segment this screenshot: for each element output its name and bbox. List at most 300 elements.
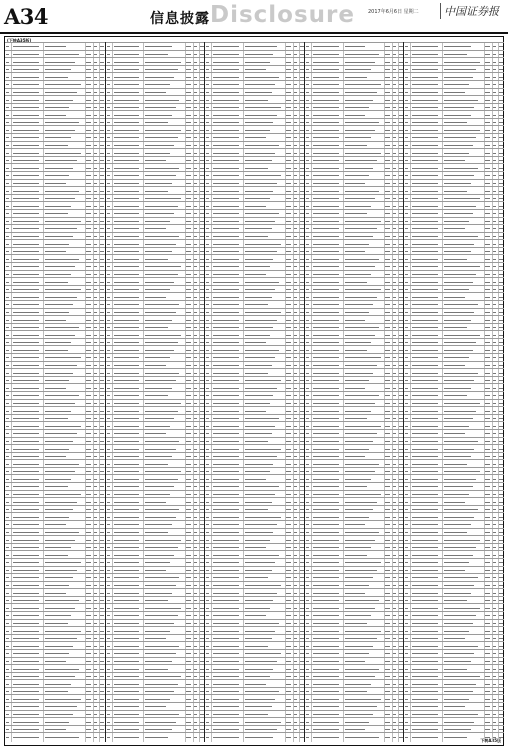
cell-text bbox=[313, 464, 339, 465]
cell-text bbox=[412, 228, 438, 229]
cell-text bbox=[385, 494, 390, 495]
cell-text bbox=[444, 547, 476, 548]
cell-text bbox=[345, 486, 368, 487]
cell-text bbox=[245, 373, 268, 374]
cell-text bbox=[107, 198, 110, 199]
cell-text bbox=[286, 137, 291, 138]
cell-text bbox=[94, 661, 97, 662]
cell-text bbox=[86, 449, 91, 450]
cell-text bbox=[86, 661, 91, 662]
cell-text bbox=[194, 107, 197, 108]
cell-text bbox=[94, 577, 97, 578]
cell-text bbox=[499, 593, 503, 594]
cell-text bbox=[145, 327, 168, 328]
cell-text bbox=[313, 585, 339, 586]
cell-text bbox=[86, 585, 91, 586]
cell-text bbox=[393, 570, 396, 571]
cell-text bbox=[45, 137, 71, 138]
cell-text bbox=[313, 54, 339, 55]
cell-text bbox=[306, 183, 309, 184]
cell-text bbox=[405, 540, 408, 541]
cell-text bbox=[145, 350, 173, 351]
cell-text bbox=[485, 479, 490, 480]
cell-text bbox=[345, 418, 368, 419]
cell-text bbox=[13, 62, 39, 63]
cell-text bbox=[306, 532, 309, 533]
cell-text bbox=[286, 403, 291, 404]
cell-text bbox=[145, 684, 177, 685]
cell-text bbox=[114, 350, 140, 351]
cell-text bbox=[86, 426, 91, 427]
cell-text bbox=[385, 62, 390, 63]
cell-text bbox=[294, 266, 297, 267]
cell-text bbox=[86, 350, 91, 351]
cell-text bbox=[294, 706, 297, 707]
cell-text bbox=[444, 737, 467, 738]
cell-text bbox=[107, 729, 110, 730]
cell-text bbox=[286, 646, 291, 647]
cell-text bbox=[345, 691, 368, 692]
cell-text bbox=[186, 486, 191, 487]
cell-text bbox=[94, 623, 97, 624]
cell-text bbox=[385, 228, 390, 229]
cell-text bbox=[306, 259, 309, 260]
cell-text bbox=[485, 524, 490, 525]
cell-text bbox=[485, 395, 490, 396]
cell-text bbox=[94, 585, 97, 586]
cell-text bbox=[499, 221, 503, 222]
cell-text bbox=[145, 388, 171, 389]
cell-text bbox=[412, 464, 438, 465]
cell-text bbox=[94, 555, 97, 556]
cell-text bbox=[444, 676, 480, 677]
cell-text bbox=[493, 274, 496, 275]
cell-text bbox=[100, 509, 104, 510]
cell-text bbox=[100, 365, 104, 366]
cell-text bbox=[412, 653, 438, 654]
cell-text bbox=[114, 653, 140, 654]
cell-text bbox=[186, 638, 191, 639]
cell-text bbox=[186, 593, 191, 594]
cell-text bbox=[186, 562, 191, 563]
cell-text bbox=[45, 676, 75, 677]
cell-text bbox=[444, 403, 480, 404]
cell-text bbox=[245, 509, 268, 510]
cell-text bbox=[6, 335, 9, 336]
cell-text bbox=[245, 115, 277, 116]
cell-text bbox=[286, 600, 291, 601]
cell-text bbox=[100, 714, 104, 715]
cell-text bbox=[385, 342, 390, 343]
cell-text bbox=[145, 259, 168, 260]
cell-text bbox=[13, 304, 39, 305]
cell-text bbox=[294, 699, 297, 700]
cell-text bbox=[345, 373, 373, 374]
cell-text bbox=[45, 714, 73, 715]
cell-text bbox=[485, 46, 490, 47]
cell-text bbox=[194, 517, 197, 518]
cell-text bbox=[294, 92, 297, 93]
cell-text bbox=[385, 669, 390, 670]
cell-text bbox=[86, 46, 91, 47]
cell-text bbox=[245, 418, 279, 419]
cell-text bbox=[294, 130, 297, 131]
cell-text bbox=[345, 228, 377, 229]
cell-text bbox=[493, 691, 496, 692]
cell-text bbox=[245, 335, 270, 336]
cell-text bbox=[444, 282, 472, 283]
cell-text bbox=[194, 486, 197, 487]
cell-text bbox=[45, 304, 73, 305]
cell-text bbox=[306, 669, 309, 670]
cell-text bbox=[405, 335, 408, 336]
cell-text bbox=[405, 562, 408, 563]
cell-text bbox=[393, 661, 396, 662]
cell-text bbox=[107, 509, 110, 510]
cell-text bbox=[114, 100, 140, 101]
cell-text bbox=[345, 168, 373, 169]
cell-text bbox=[145, 221, 170, 222]
cell-text bbox=[6, 213, 9, 214]
cell-text bbox=[206, 418, 209, 419]
cell-text bbox=[286, 145, 291, 146]
cell-text bbox=[385, 562, 390, 563]
cell-text bbox=[313, 502, 339, 503]
cell-text bbox=[194, 137, 197, 138]
cell-text bbox=[45, 509, 73, 510]
cell-text bbox=[213, 684, 239, 685]
cell-text bbox=[485, 54, 490, 55]
cell-text bbox=[412, 555, 438, 556]
cell-text bbox=[145, 653, 175, 654]
cell-text bbox=[114, 69, 140, 70]
cell-text bbox=[6, 122, 9, 123]
cell-text bbox=[405, 502, 408, 503]
cell-text bbox=[306, 92, 309, 93]
cell-text bbox=[286, 388, 291, 389]
cell-text bbox=[6, 228, 9, 229]
cell-text bbox=[100, 304, 104, 305]
cell-text bbox=[6, 357, 9, 358]
cell-text bbox=[313, 547, 339, 548]
cell-text bbox=[493, 547, 496, 548]
cell-text bbox=[385, 297, 390, 298]
cell-text bbox=[444, 100, 478, 101]
cell-text bbox=[107, 183, 110, 184]
cell-text bbox=[345, 646, 373, 647]
cell-text bbox=[213, 350, 239, 351]
cell-text bbox=[245, 502, 271, 503]
cell-text bbox=[206, 244, 209, 245]
cell-text bbox=[94, 320, 97, 321]
cell-text bbox=[306, 395, 309, 396]
cell-text bbox=[145, 593, 171, 594]
cell-text bbox=[213, 555, 239, 556]
cell-text bbox=[444, 418, 472, 419]
cell-text bbox=[45, 342, 71, 343]
cell-text bbox=[94, 570, 97, 571]
cell-text bbox=[94, 46, 97, 47]
cell-text bbox=[485, 691, 490, 692]
cell-text bbox=[444, 449, 474, 450]
cell-text bbox=[412, 562, 438, 563]
cell-text bbox=[194, 168, 197, 169]
cell-text bbox=[499, 282, 503, 283]
cell-text bbox=[194, 585, 197, 586]
cell-text bbox=[186, 365, 191, 366]
cell-text bbox=[306, 471, 309, 472]
cell-text bbox=[499, 540, 503, 541]
cell-text bbox=[313, 449, 339, 450]
cell-text bbox=[405, 486, 408, 487]
cell-text bbox=[94, 228, 97, 229]
cell-text bbox=[13, 206, 39, 207]
cell-text bbox=[94, 722, 97, 723]
cell-text bbox=[393, 418, 396, 419]
cell-text bbox=[405, 365, 408, 366]
cell-text bbox=[493, 289, 496, 290]
cell-text bbox=[294, 532, 297, 533]
cell-text bbox=[294, 600, 297, 601]
cell-text bbox=[245, 107, 281, 108]
cell-text bbox=[405, 623, 408, 624]
cell-text bbox=[45, 259, 79, 260]
cell-text bbox=[114, 494, 140, 495]
cell-text bbox=[485, 737, 490, 738]
cell-text bbox=[444, 312, 474, 313]
cell-text bbox=[186, 524, 191, 525]
cell-text bbox=[186, 274, 191, 275]
cell-text bbox=[499, 69, 503, 70]
cell-text bbox=[405, 722, 408, 723]
cell-text bbox=[493, 221, 496, 222]
cell-text bbox=[6, 411, 9, 412]
cell-text bbox=[86, 100, 91, 101]
cell-text bbox=[286, 502, 291, 503]
cell-text bbox=[86, 706, 91, 707]
cell-text bbox=[186, 441, 191, 442]
cell-text bbox=[385, 699, 390, 700]
cell-text bbox=[213, 297, 239, 298]
cell-text bbox=[393, 335, 396, 336]
cell-text bbox=[245, 464, 273, 465]
cell-text bbox=[294, 388, 297, 389]
cell-text bbox=[313, 570, 339, 571]
cell-text bbox=[393, 615, 396, 616]
cell-text bbox=[206, 153, 209, 154]
cell-text bbox=[306, 100, 309, 101]
cell-text bbox=[313, 312, 339, 313]
cell-text bbox=[306, 77, 309, 78]
cell-text bbox=[94, 737, 97, 738]
cell-text bbox=[94, 77, 97, 78]
cell-text bbox=[213, 365, 239, 366]
cell-text bbox=[13, 714, 39, 715]
cell-text bbox=[485, 547, 490, 548]
cell-text bbox=[94, 669, 97, 670]
cell-text bbox=[493, 115, 496, 116]
cell-text bbox=[444, 259, 467, 260]
cell-text bbox=[145, 380, 175, 381]
cell-text bbox=[114, 54, 140, 55]
cell-text bbox=[245, 54, 273, 55]
cell-text bbox=[145, 357, 170, 358]
cell-text bbox=[286, 289, 291, 290]
cell-text bbox=[499, 433, 503, 434]
cell-text bbox=[213, 669, 239, 670]
cell-text bbox=[114, 638, 140, 639]
cell-text bbox=[100, 342, 104, 343]
cell-text bbox=[194, 623, 197, 624]
cell-text bbox=[194, 570, 197, 571]
cell-text bbox=[6, 251, 9, 252]
cell-text bbox=[294, 661, 297, 662]
cell-text bbox=[186, 418, 191, 419]
cell-text bbox=[100, 320, 104, 321]
cell-text bbox=[114, 274, 140, 275]
cell-text bbox=[213, 593, 239, 594]
cell-text bbox=[294, 737, 297, 738]
cell-text bbox=[86, 236, 91, 237]
cell-text bbox=[114, 540, 140, 541]
cell-text bbox=[145, 403, 181, 404]
cell-text bbox=[13, 380, 39, 381]
cell-text bbox=[13, 183, 39, 184]
cell-text bbox=[345, 297, 377, 298]
cell-text bbox=[45, 456, 66, 457]
cell-text bbox=[493, 342, 496, 343]
cell-text bbox=[45, 426, 81, 427]
cell-text bbox=[393, 722, 396, 723]
cell-text bbox=[385, 509, 390, 510]
cell-text bbox=[286, 577, 291, 578]
cell-text bbox=[485, 471, 490, 472]
cell-text bbox=[385, 365, 390, 366]
cell-text bbox=[306, 289, 309, 290]
cell-text bbox=[345, 524, 366, 525]
cell-text bbox=[444, 77, 472, 78]
cell-text bbox=[213, 449, 239, 450]
cell-text bbox=[100, 691, 104, 692]
cell-text bbox=[13, 213, 39, 214]
cell-text bbox=[412, 532, 438, 533]
cell-text bbox=[206, 350, 209, 351]
cell-text bbox=[444, 137, 476, 138]
cell-text bbox=[405, 691, 408, 692]
cell-text bbox=[186, 251, 191, 252]
cell-text bbox=[6, 327, 9, 328]
cell-text bbox=[6, 714, 9, 715]
cell-text bbox=[444, 168, 478, 169]
cell-text bbox=[286, 198, 291, 199]
cell-text bbox=[493, 320, 496, 321]
cell-text bbox=[313, 395, 339, 396]
cell-text bbox=[213, 183, 239, 184]
cell-text bbox=[45, 350, 68, 351]
cell-text bbox=[107, 547, 110, 548]
cell-text bbox=[94, 137, 97, 138]
cell-text bbox=[405, 411, 408, 412]
cell-text bbox=[245, 122, 273, 123]
cell-text bbox=[385, 84, 390, 85]
cell-text bbox=[245, 191, 273, 192]
cell-text bbox=[405, 426, 408, 427]
cell-text bbox=[306, 699, 309, 700]
cell-text bbox=[294, 494, 297, 495]
cell-text bbox=[107, 433, 110, 434]
cell-text bbox=[393, 206, 396, 207]
cell-text bbox=[6, 206, 9, 207]
cell-text bbox=[245, 312, 281, 313]
cell-text bbox=[286, 540, 291, 541]
cell-text bbox=[345, 540, 375, 541]
cell-text bbox=[86, 160, 91, 161]
cell-text bbox=[499, 92, 503, 93]
cell-text bbox=[313, 699, 339, 700]
cell-text bbox=[100, 593, 104, 594]
cell-text bbox=[493, 532, 496, 533]
cell-text bbox=[286, 494, 291, 495]
cell-text bbox=[345, 380, 370, 381]
cell-text bbox=[412, 615, 438, 616]
cell-text bbox=[286, 312, 291, 313]
cell-text bbox=[393, 729, 396, 730]
cell-text bbox=[345, 388, 366, 389]
cell-text bbox=[405, 388, 408, 389]
cell-text bbox=[145, 183, 171, 184]
cell-text bbox=[294, 509, 297, 510]
cell-text bbox=[194, 638, 197, 639]
cell-text bbox=[444, 699, 469, 700]
cell-text bbox=[206, 562, 209, 563]
cell-text bbox=[145, 153, 170, 154]
cell-text bbox=[6, 259, 9, 260]
cell-text bbox=[186, 137, 191, 138]
cell-text bbox=[499, 320, 503, 321]
cell-text bbox=[194, 737, 197, 738]
cell-text bbox=[493, 441, 496, 442]
cell-text bbox=[94, 236, 97, 237]
cell-text bbox=[485, 593, 490, 594]
cell-text bbox=[13, 524, 39, 525]
cell-text bbox=[444, 638, 465, 639]
cell-text bbox=[114, 244, 140, 245]
cell-text bbox=[145, 54, 168, 55]
cell-text bbox=[286, 274, 291, 275]
cell-text bbox=[345, 479, 371, 480]
cell-text bbox=[499, 615, 503, 616]
cell-text bbox=[213, 137, 239, 138]
cell-text bbox=[493, 426, 496, 427]
cell-text bbox=[114, 342, 140, 343]
cell-text bbox=[294, 327, 297, 328]
cell-text bbox=[345, 600, 379, 601]
cell-text bbox=[286, 84, 291, 85]
cell-text bbox=[405, 555, 408, 556]
cell-text bbox=[412, 289, 438, 290]
cell-text bbox=[245, 388, 277, 389]
cell-text bbox=[294, 585, 297, 586]
cell-text bbox=[45, 684, 71, 685]
cell-text bbox=[194, 175, 197, 176]
cell-text bbox=[313, 615, 339, 616]
cell-text bbox=[345, 84, 381, 85]
cell-text bbox=[13, 479, 39, 480]
cell-text bbox=[213, 577, 239, 578]
cell-text bbox=[6, 145, 9, 146]
table-row bbox=[106, 732, 206, 741]
cell-text bbox=[186, 631, 191, 632]
